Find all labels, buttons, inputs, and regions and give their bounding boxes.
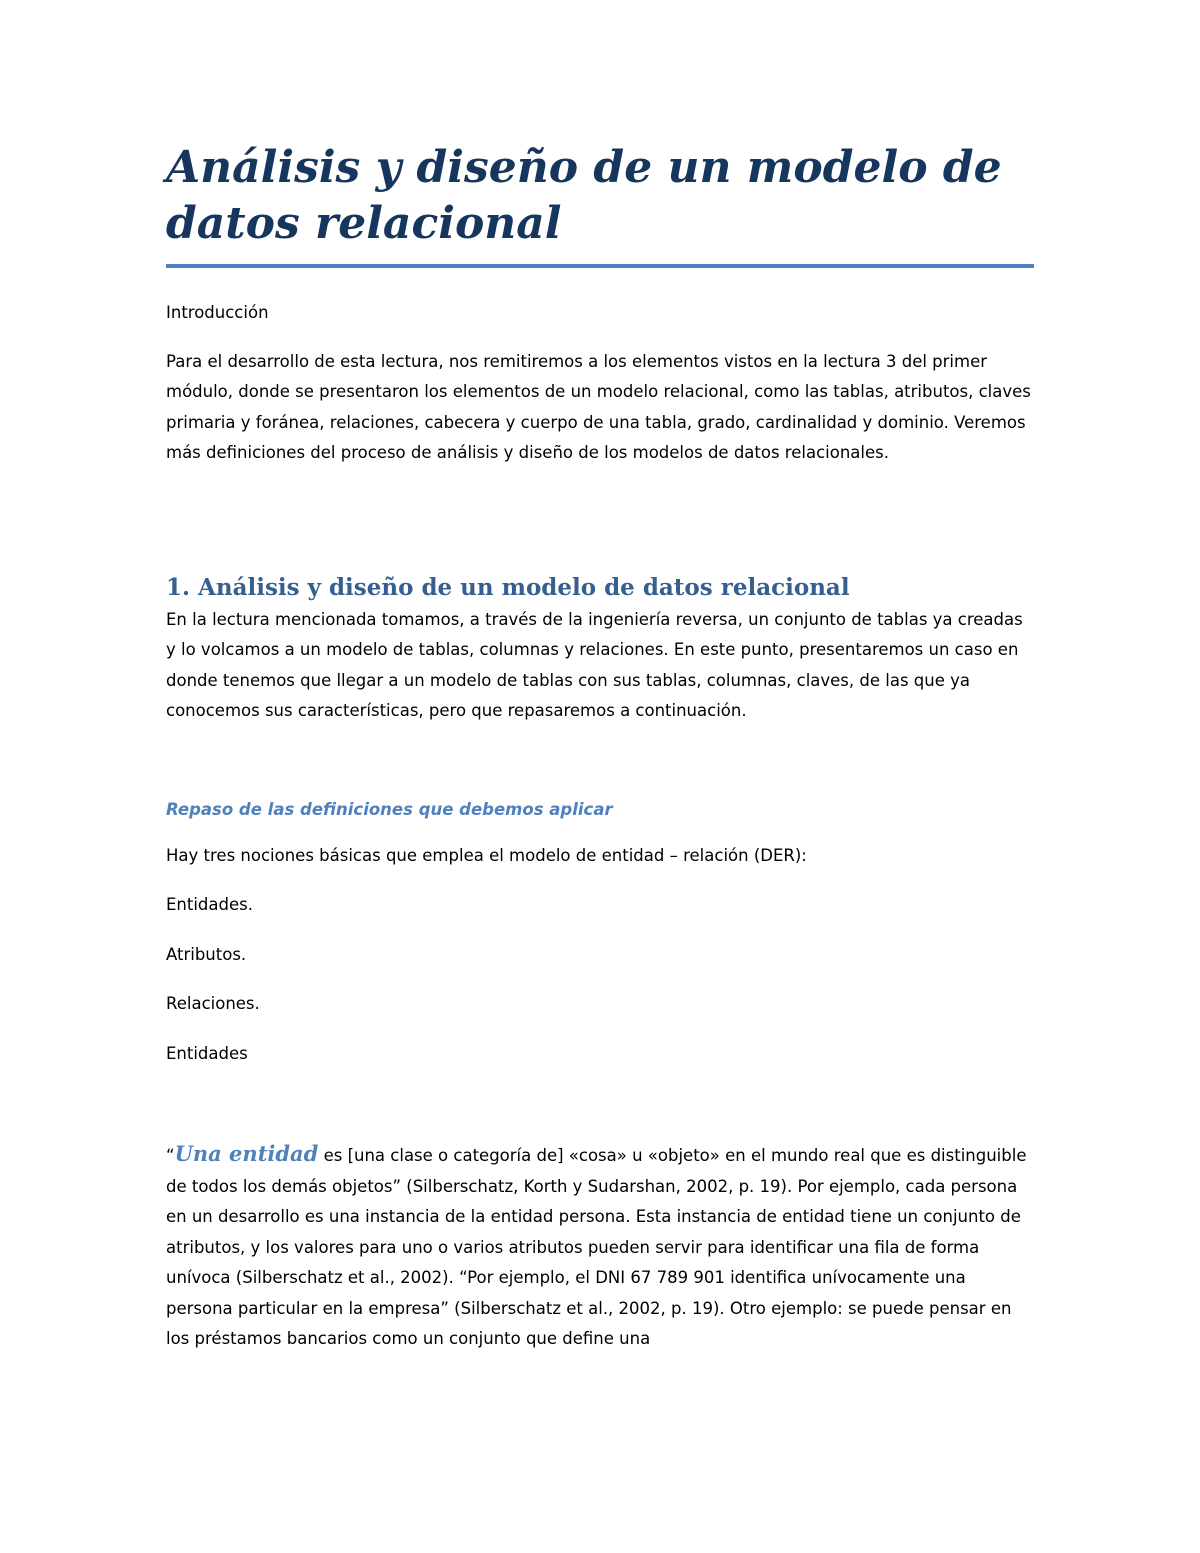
notions-intro: Hay tres nociones básicas que emplea el modelo de entidad – relación (DER): (166, 845, 807, 865)
list-item-entidades: Entidades. (166, 895, 253, 914)
open-quote: “ (166, 1146, 175, 1165)
entity-definition-paragraph (166, 1139, 1034, 1355)
entities-heading: Entidades (166, 1043, 248, 1063)
document-page (166, 140, 1034, 1355)
section-1-heading: 1. Análisis y diseño de un modelo de datos relacional (166, 573, 850, 601)
entity-definition-text: es [una clase o categoría de] «cosa» u «objeto» en el mundo real que es distinguible de todos los demás objetos” (Silberschatz, Korth y Sudarshan, 2002, p. 19). Por ejemplo, cada persona en un desarrollo es una instancia de la entidad persona. Esta instancia de entidad tiene un conjunto de atributos, y los valores para uno o varios atributos pueden servir para identificar una fila de forma unívoca (Silberschatz et al., 2002). “Por ejemplo, el DNI 67 789 901 identifica unívocamente una persona particular en la empresa” (Silberschatz et al., 2002, p. 19). Otro ejemplo: se puede pensar en los préstamos bancarios como un conjunto que define una (166, 1146, 1027, 1348)
list-item-relaciones: Relaciones. (166, 994, 260, 1013)
section-1-paragraph: En la lectura mencionada tomamos, a través de la ingeniería reversa, un conjunto de tablas ya creadas y lo volcamos a un modelo de tablas, columnas y relaciones. En este punto, presentaremos un caso en donde tenemos que llegar a un modelo de tablas con sus tablas, columnas, claves, de las que ya conocemos sus características, pero que repasaremos a continuación. (166, 609, 1023, 720)
document-title: Análisis y diseño de un modelo de datos relacional (166, 140, 1034, 268)
intro-paragraph: Para el desarrollo de esta lectura, nos remitiremos a los elementos vistos en la lectura 3 del primer módulo, donde se presentaron los elementos de un modelo relacional, como las tablas, atributos, claves primaria y foránea, relaciones, cabecera y cuerpo de una tabla, grado, cardinalidad y dominio. Veremos más definiciones del proceso de análisis y diseño de los modelos de datos relacionales. (166, 351, 1031, 462)
entity-term: Una entidad (174, 1141, 319, 1166)
subsection-heading: Repaso de las definiciones que debemos aplicar (166, 799, 613, 819)
list-item-atributos: Atributos. (166, 944, 247, 964)
intro-label: Introducción (166, 303, 269, 322)
